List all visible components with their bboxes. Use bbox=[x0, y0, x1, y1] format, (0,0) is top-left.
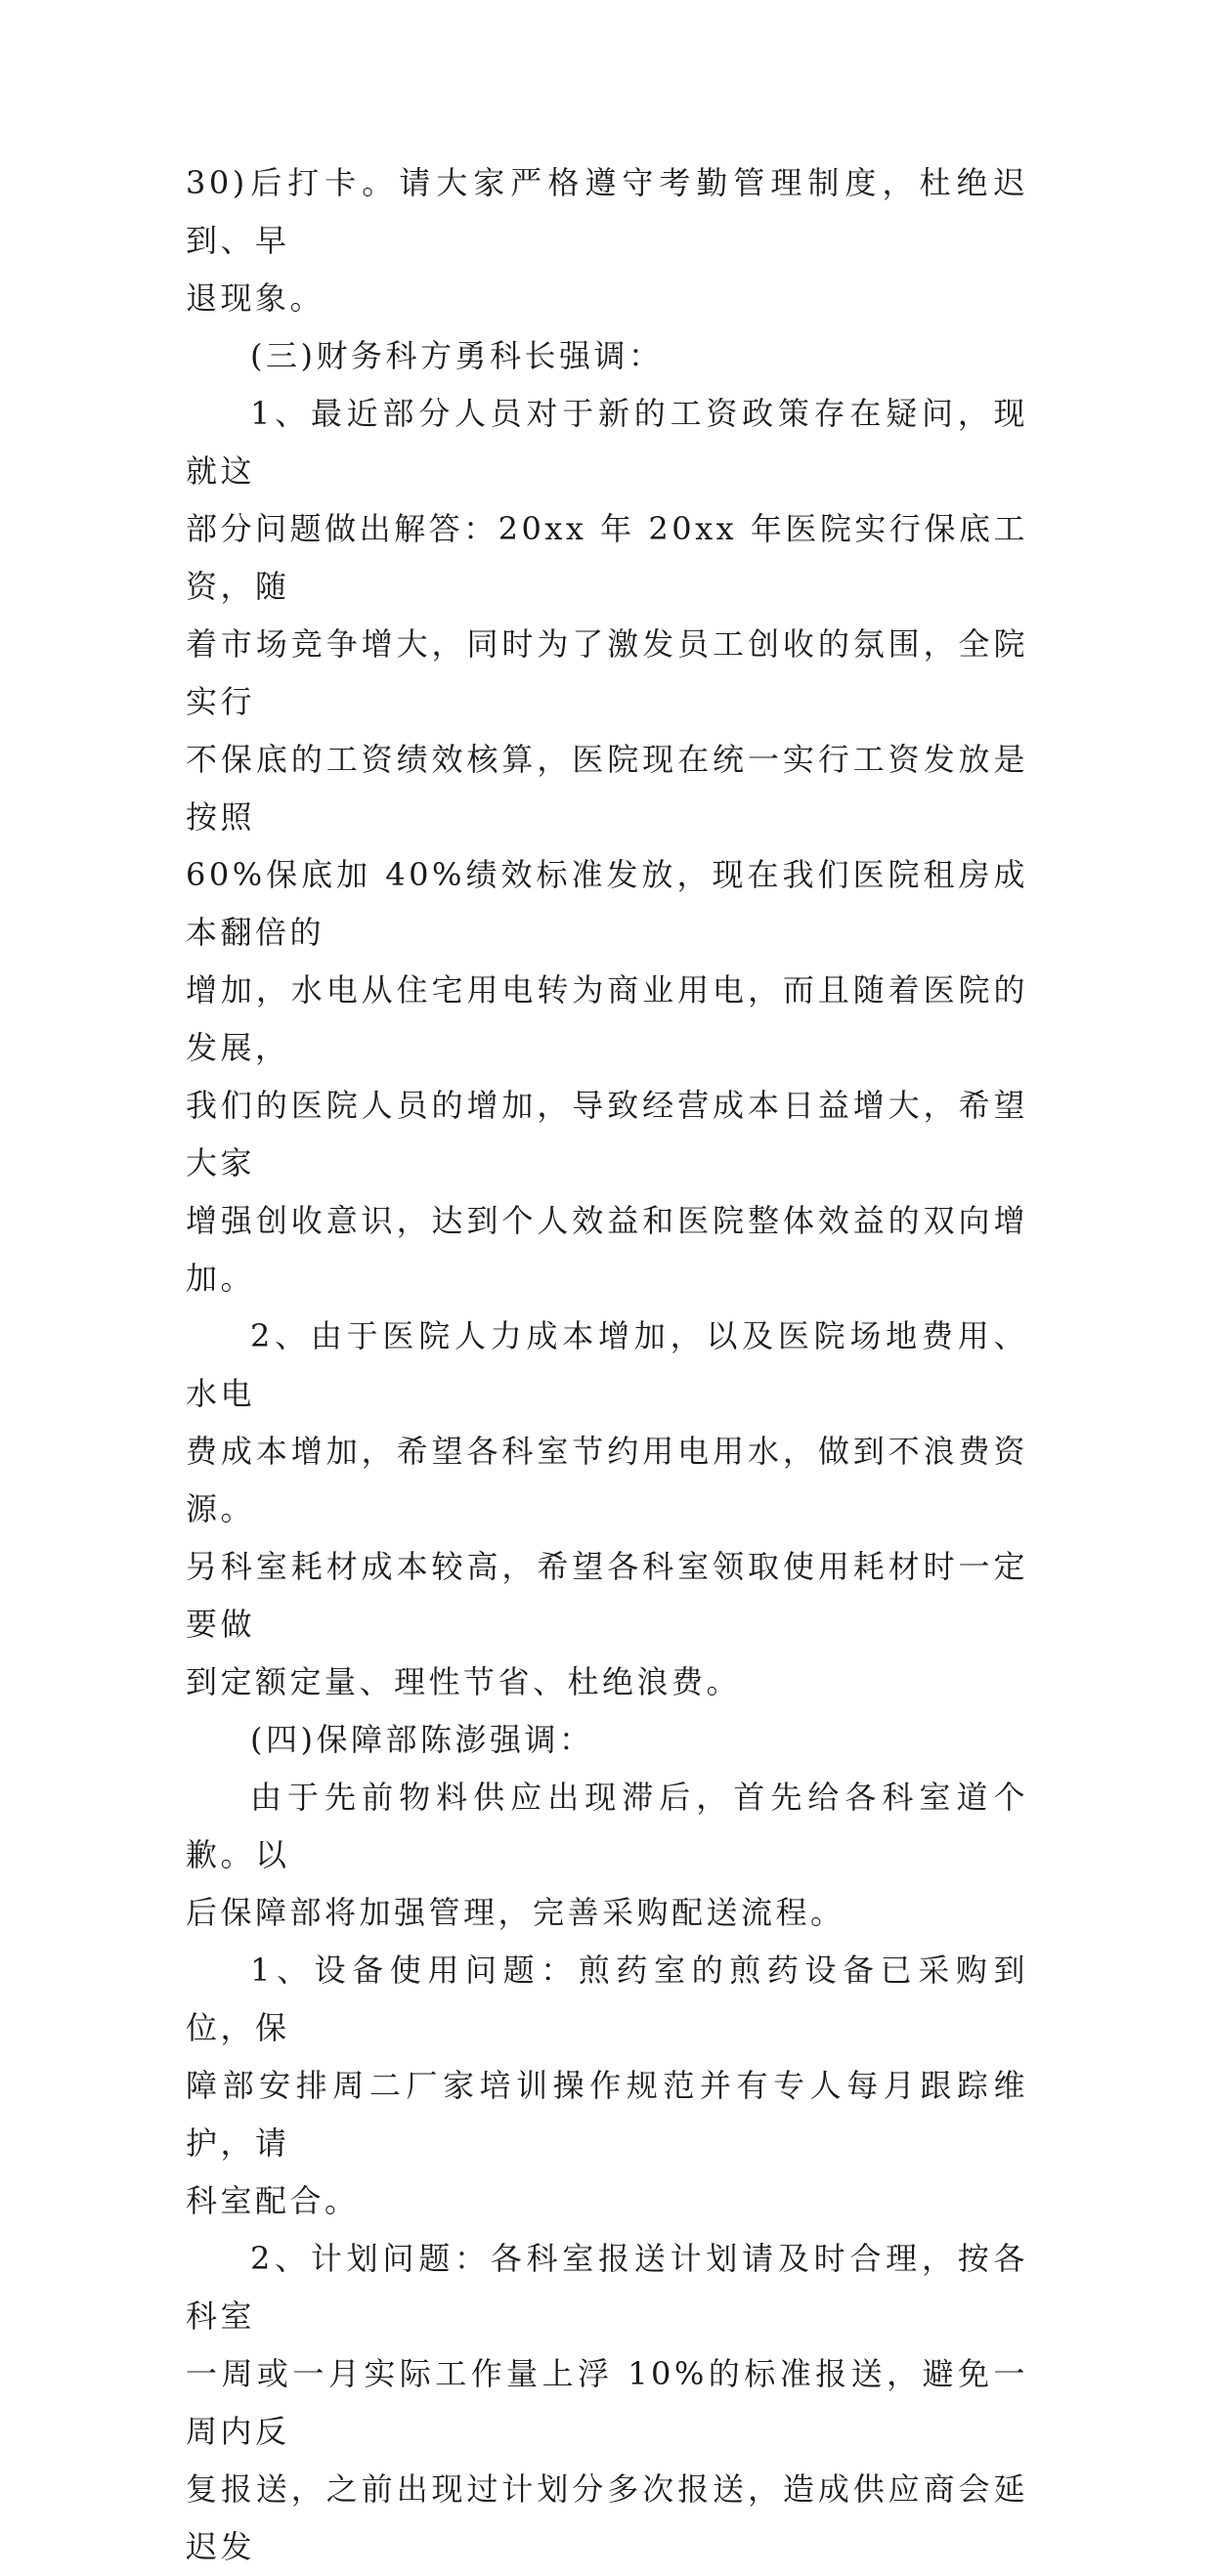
paragraph-cost-saving: 2、由于医院人力成本增加，以及医院场地费用、水电 费成本增加，希望各科室节约用电用水，做到不浪费资源。 另科室耗材成本较高，希望各科室领取使用耗材时一定要做 到定额定量、理性节省、杜绝浪费。 bbox=[186, 1317, 1028, 1700]
heading-support-dept: (四)保障部陈澎强调： bbox=[250, 1721, 594, 1758]
paragraph-planning-issue: 2、计划问题：各科室报送计划请及时合理，按各科室 一周或一月实际工作量上浮 10%的标准报送，避免一周内反 复报送，之前出现过计划分多次报送，造成供应商会延迟发 bbox=[186, 2240, 1028, 2565]
heading-finance-dept: (三)财务科方勇科长强调： bbox=[250, 337, 664, 374]
paragraph-supply-apology: 由于先前物料供应出现滞后，首先给各科室道个歉。以 后保障部将加强管理，完善采购配送流程。 bbox=[186, 1779, 1028, 1931]
document-body bbox=[186, 154, 1028, 2576]
paragraph-attendance-continued: 30)后打卡。请大家严格遵守考勤管理制度，杜绝迟到、早 退现象。 bbox=[186, 164, 1028, 317]
paragraph-equipment-usage: 1、设备使用问题：煎药室的煎药设备已采购到位，保 障部安排周二厂家培训操作规范并有专人每月跟踪维护，请 科室配合。 bbox=[186, 1952, 1028, 2219]
paragraph-salary-policy: 1、最近部分人员对于新的工资政策存在疑问，现就这 部分问题做出解答：20xx 年 20xx 年医院实行保底工资，随 着市场竞争增大，同时为了激发员工创收的氛围，全院实行 不保底的工资绩效核算，医院现在统一实行工资发放是按照 60%保底加 40%绩效标准发放，现在我们医院租房成本翻倍的 增加，水电从住宅用电转为商业用电，而且随着医院的发展， 我们的医院人员的增加，导致经营成本日益增大，希望大家 增强创收意识，达到个人效益和医院整体效益的双向增加。 bbox=[186, 395, 1028, 1297]
